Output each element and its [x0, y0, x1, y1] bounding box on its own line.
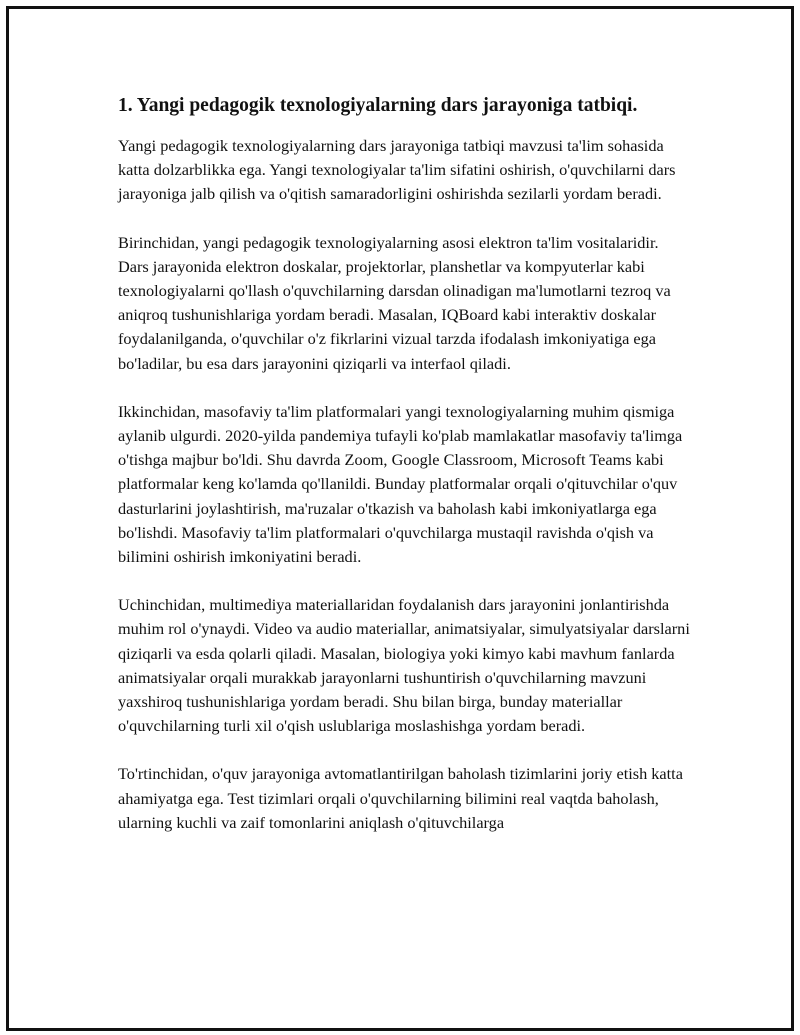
paragraph-intro: Yangi pedagogik texnologiyalarning dars jarayoniga tatbiqi mavzusi ta'lim sohasida katta dolzarblikka ega. Yangi texnologiyalar ta'lim sifatini oshirish, o'quvchilarni dars jarayoniga jalb qilish va o'qitish samaradorligini oshirishda sezilarli yordam beradi. — [118, 136, 676, 204]
document-body — [118, 92, 690, 859]
paragraph-second: Ikkinchidan, masofaviy ta'lim platformalari yangi texnologiyalarning muhim qismiga aylanib ulgurdi. 2020-yilda pandemiya tufayli ko'plab mamlakatlar masofaviy ta'limga o'tishga majbur bo'ldi. Shu davrda Zoom, Google Classroom, Microsoft Teams kabi platformalar keng ko'lamda qo'llanildi. Bunday platformalar orqali o'qituvchilar o'quv dasturlarini joylashtirish, ma'ruzalar o'tkazish va baholash kabi imkoniyatlarga ega bo'lishdi. Masofaviy ta'lim platformalari o'quvchilarga mustaqil ravishda o'qish va bilimini oshirish imkoniyatini beradi. — [118, 401, 683, 567]
paragraph-fourth: To'rtinchidan, o'quv jarayoniga avtomatlantirilgan baholash tizimlarini joriy etish katta ahamiyatga ega. Test tizimlari orqali o'quvchilarning bilimini real vaqtda baholash, ularning kuchli va zaif tomonlarini aniqlash o'qituvchilarga — [118, 764, 683, 832]
paragraph-first: Birinchidan, yangi pedagogik texnologiyalarning asosi elektron ta'lim vositalaridir. Dars jarayonida elektron doskalar, projektorlar, planshetlar va kompyuterlar kabi texnologiyalarni qo'llash o'quvchilarning darsdan olinadigan ma'lumotlarni tezroq va aniqroq tushunishlariga yordam beradi. Masalan, IQBoard kabi interaktiv doskalar foydalanilganda, o'quvchilar o'z fikrlarini vizual tarzda ifodalash imkoniyatiga ega bo'ladilar, bu esa dars jarayonini qiziqarli va interfaol qiladi. — [118, 232, 671, 373]
paragraph-third: Uchinchidan, multimediya materiallaridan foydalanish dars jarayonini jonlantirishda muhim rol o'ynaydi. Video va audio materiallar, animatsiyalar, simulyatsiyalar darslarni qiziqarli va esda qolarli qiladi. Masalan, biologiya yoki kimyo kabi mavhum fanlarda animatsiyalar orqali murakkab jarayonlarni tushuntirish o'quvchilarning mavzuni yaxshiroq tushunishlariga yordam beradi. Shu bilan birga, bunday materiallar o'quvchilarning turli xil o'qish uslublariga moslashishga yordam beradi. — [118, 595, 690, 736]
section-heading: 1. Yangi pedagogik texnologiyalarning dars jarayoniga tatbiqi. — [118, 95, 638, 116]
